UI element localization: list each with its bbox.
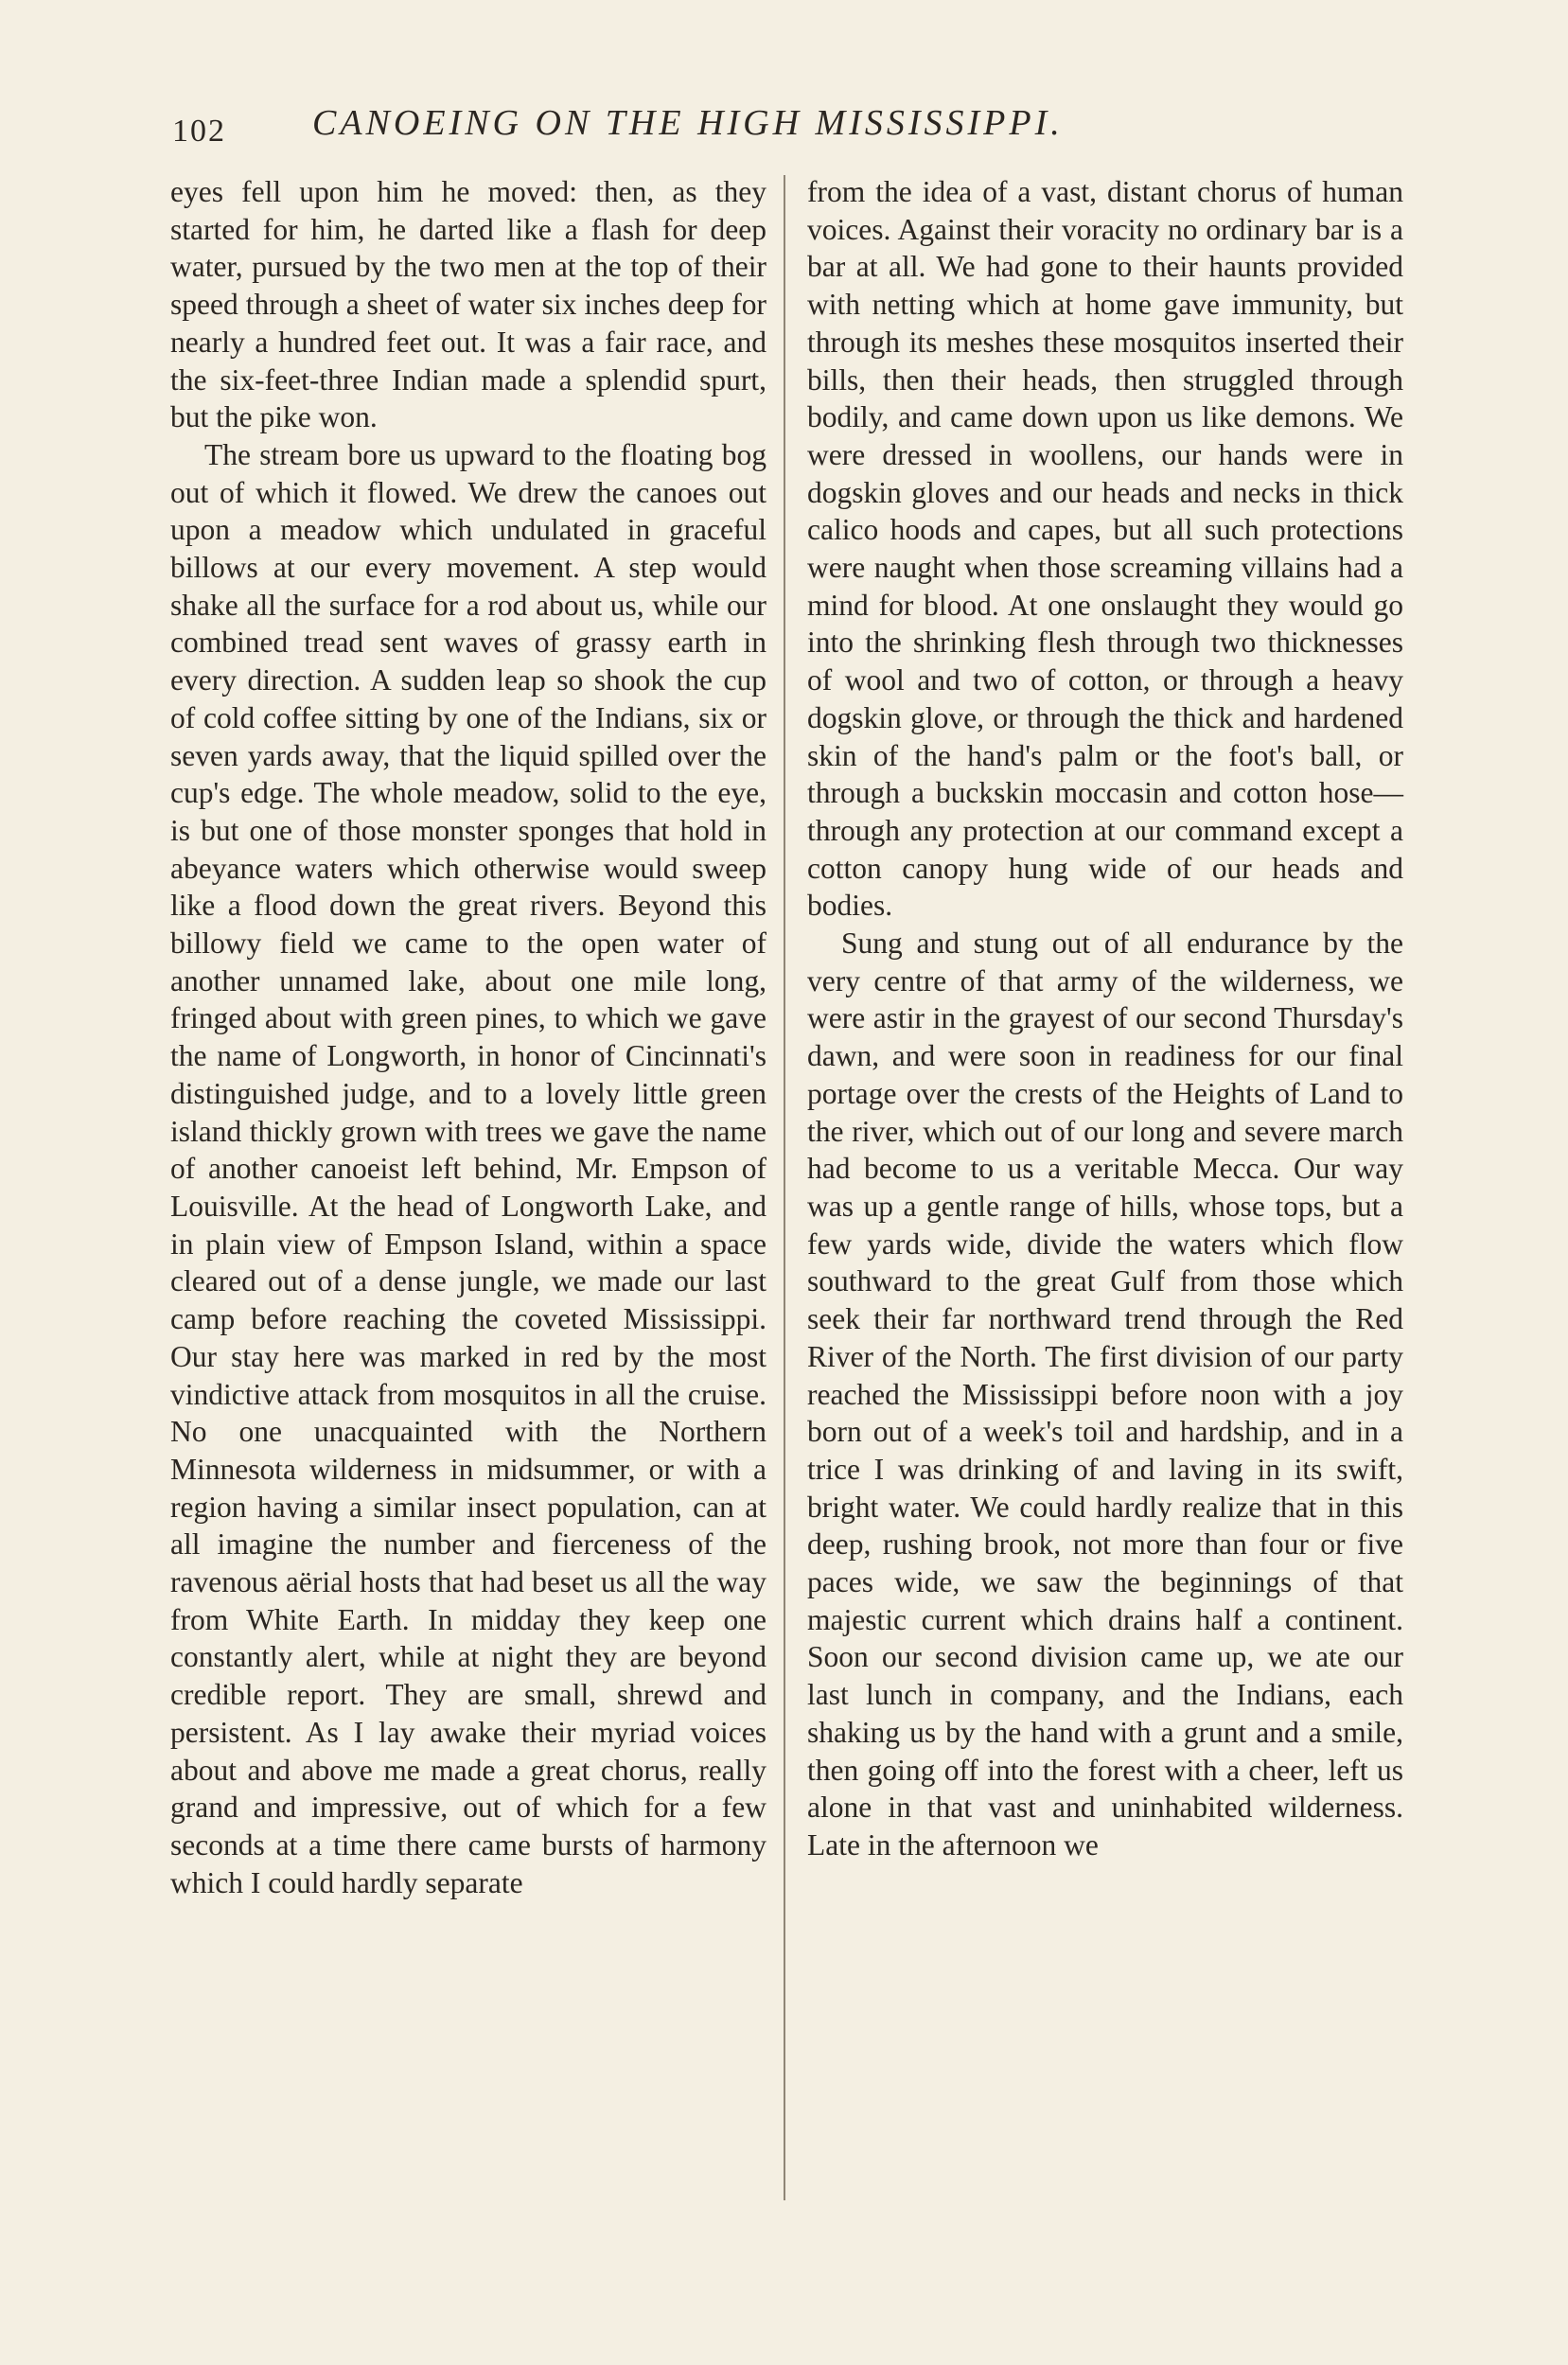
left-column bbox=[170, 173, 766, 1901]
page-number: 102 bbox=[172, 114, 226, 149]
left-paragraph-1: eyes fell upon him he moved: then, as they started for him, he darted like a flash for deep water, pursued by the two men at the top of their speed through a sheet of water six inches deep for nearly a hundred feet out. It was a fair race, and the six-feet-three Indian made a splendid spurt, but the pike won. bbox=[170, 175, 766, 434]
column-divider bbox=[784, 175, 785, 2200]
right-column bbox=[807, 173, 1403, 1864]
running-head: CANOEING ON THE HIGH MISSISSIPPI. bbox=[312, 103, 1064, 143]
right-paragraph-2: Sung and stung out of all endurance by the very centre of that army of the wilderness, we were astir in the grayest of our second Thursday's dawn, and were soon in readiness for our final portage over the crests of the Heights of Land to the river, which out of our long and severe march had become to us a veritable Mecca. Our way was up a gentle range of hills, whose tops, but a few yards wide, divide the waters which flow southward to the great Gulf from those which seek their far northward trend through the Red River of the North. The first division of our party reached the Mississippi before noon with a joy born out of a week's toil and hardship, and in a trice I was drinking of and laving in its swift, bright water. We could hardly realize that in this deep, rushing brook, not more than four or five paces wide, we saw the beginnings of that majestic current which drains half a continent. Soon our second division came up, we ate our last lunch in company, and the Indians, each shaking us by the hand with a grunt and a smile, then going off into the forest with a cheer, left us alone in that vast and uninhabited wilderness. Late in the afternoon we bbox=[807, 927, 1403, 1862]
left-paragraph-2: The stream bore us upward to the floating bog out of which it flowed. We drew the canoes out upon a meadow which undulated in graceful billows at our every movement. A step would shake all the surface for a rod about us, while our combined tread sent waves of grassy earth in every direction. A sudden leap so shook the cup of cold coffee sitting by one of the Indians, six or seven yards away, that the liquid spilled over the cup's edge. The whole meadow, solid to the eye, is but one of those monster sponges that hold in abeyance waters which otherwise would sweep like a flood down the great rivers. Beyond this billowy field we came to the open water of another unnamed lake, about one mile long, fringed about with green pines, to which we gave the name of Longworth, in honor of Cincinnati's distinguished judge, and to a lovely little green island thickly grown with trees we gave the name of another canoeist left behind, Mr. Empson of Louisville. At the head of Longworth Lake, and in plain view of Empson Island, within a space cleared out of a dense jungle, we made our last camp before reaching the coveted Mississippi. Our stay here was marked in red by the most vindictive attack from mosquitos in all the cruise. No one unacquainted with the Northern Minnesota wilderness in midsummer, or with a region having a similar insect population, can at all imagine the number and fierceness of the ravenous aërial hosts that had beset us all the way from White Earth. In midday they keep one constantly alert, while at night they are beyond credible report. They are small, shrewd and persistent. As I lay awake their myriad voices about and above me made a great chorus, really grand and impressive, out of which for a few seconds at a time there came bursts of harmony which I could hardly separate bbox=[170, 437, 766, 1899]
right-paragraph-1: from the idea of a vast, distant chorus of human voices. Against their voracity no ordinary bar is a bar at all. We had gone to their haunts provided with netting which at home gave immunity, but through its meshes these mosquitos inserted their bills, then their heads, then struggled through bodily, and came down upon us like demons. We were dressed in woollens, our hands were in dogskin gloves and our heads and necks in thick calico hoods and capes, but all such protections were naught when those screaming villains had a mind for blood. At one onslaught they would go into the shrinking flesh through two thicknesses of wool and two of cotton, or through a heavy dogskin glove, or through the thick and hardened skin of the hand's palm or the foot's ball, or through a buckskin moccasin and cotton hose—through any protection at our command except a cotton canopy hung wide of our heads and bodies. bbox=[807, 175, 1403, 923]
